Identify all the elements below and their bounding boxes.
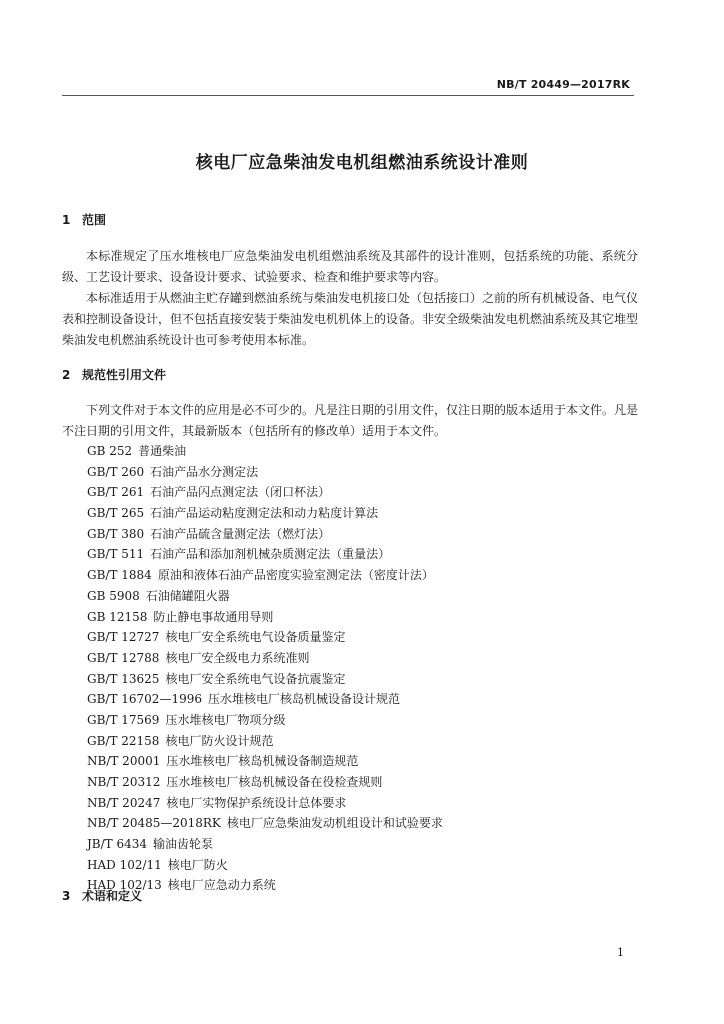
reference-code: GB/T 261: [87, 485, 145, 500]
reference-item: [87, 772, 443, 793]
reference-code: GB/T 12727: [87, 630, 160, 645]
page-number: 1: [617, 946, 624, 959]
reference-title: 核电厂防火: [167, 857, 228, 872]
reference-code: NB/T 20485—2018RK: [87, 816, 221, 831]
reference-code: GB/T 380: [87, 526, 145, 541]
reference-title: 压水堆核电厂核岛机械设备设计规范: [207, 692, 400, 707]
reference-item: [87, 813, 443, 834]
reference-code: GB/T 17569: [87, 712, 160, 727]
section-1-heading: [62, 211, 106, 228]
section-2-heading: [62, 366, 166, 383]
reference-code: NB/T 20001: [87, 754, 161, 769]
reference-code: GB/T 511: [87, 547, 145, 562]
reference-item: [87, 524, 443, 545]
reference-title: 压水堆核电厂核岛机械设备制造规范: [166, 754, 359, 769]
reference-item: [87, 669, 443, 690]
reference-item: [87, 731, 443, 752]
reference-title: 压水堆核电厂核岛机械设备在役检查规则: [166, 775, 383, 789]
reference-title: 石油产品和添加剂机械杂质测定法（重量法）: [150, 547, 391, 562]
standard-code: NB/T 20449—2017RK: [496, 78, 630, 91]
section-3-heading: [62, 887, 142, 904]
reference-title: 核电厂防火设计规范: [165, 733, 274, 748]
reference-title: 核电厂安全级电力系统准则: [165, 650, 310, 665]
reference-code: GB/T 22158: [87, 733, 160, 748]
reference-code: GB 5908: [87, 588, 140, 603]
reference-item: [87, 627, 443, 648]
reference-title: 石油产品硫含量测定法（燃灯法）: [150, 526, 331, 541]
reference-code: GB/T 1884: [87, 568, 152, 583]
reference-item: [87, 607, 443, 628]
reference-code: GB/T 12788: [87, 650, 160, 665]
reference-title: 核电厂实物保护系统设计总体要求: [166, 795, 347, 810]
section-number: 3: [62, 889, 71, 903]
reference-item: [87, 503, 443, 524]
reference-title: 防止静电事故通用导则: [153, 609, 274, 624]
section-title: 术语和定义: [82, 889, 143, 903]
section-1-paragraph-2: 本标准适用于从燃油主贮存罐到燃油系统与柴油发电机接口处（包括接口）之前的所有机械设备、电气仪表和控制设备设计，但不包括直接安装于柴油发电机机体上的设备。非安全级柴油发电机燃油系统及其它堆型柴油发电机燃油系统设计也可参考使用本标准。: [62, 291, 639, 347]
section-2-paragraph-1: 下列文件对于本文件的应用是必不可少的。凡是注日期的引用文件，仅注日期的版本适用于本文件。凡是不注日期的引用文件，其最新版本（包括所有的修改单）适用于本文件。: [62, 403, 639, 438]
reference-title: 核电厂应急动力系统: [167, 878, 276, 893]
reference-code: GB/T 265: [87, 506, 145, 521]
reference-title: 石油产品运动粘度测定法和动力粘度计算法: [150, 506, 379, 521]
reference-code: JB/T 6434: [87, 837, 148, 852]
reference-code: GB/T 13625: [87, 671, 160, 686]
normative-references-list: [87, 441, 443, 896]
reference-title: 原油和液体石油产品密度实验室测定法（密度计法）: [157, 568, 434, 583]
reference-item: [87, 855, 443, 876]
reference-item: [87, 441, 443, 462]
reference-item: [87, 648, 443, 669]
reference-item: [87, 544, 443, 565]
section-number: 2: [62, 368, 71, 382]
section-title: 规范性引用文件: [82, 368, 167, 382]
document-title: 核电厂应急柴油发电机组燃油系统设计准则: [195, 153, 529, 173]
reference-item: [87, 462, 443, 483]
section-number: 1: [62, 213, 71, 227]
reference-title: 输油齿轮泵: [153, 837, 214, 852]
reference-item: [87, 482, 443, 503]
section-1-paragraph-1: 本标准规定了压水堆核电厂应急柴油发电机组燃油系统及其部件的设计准则，包括系统的功能、系统分级、工艺设计要求、设备设计要求、试验要求、检查和维护要求等内容。: [62, 249, 638, 284]
reference-code: GB 12158: [87, 609, 148, 624]
reference-code: NB/T 20312: [87, 775, 161, 789]
reference-item: [87, 586, 443, 607]
reference-code: GB/T 16702—1996: [87, 692, 202, 707]
reference-item: [87, 834, 443, 855]
reference-title: 压水堆核电厂物项分级: [165, 712, 286, 727]
reference-code: HAD 102/13: [87, 878, 162, 893]
reference-item: [87, 689, 443, 710]
reference-title: 石油储罐阻火器: [145, 588, 230, 603]
reference-title: 核电厂安全系统电气设备质量鉴定: [165, 630, 346, 645]
reference-code: NB/T 20247: [87, 795, 161, 810]
reference-code: GB 252: [87, 444, 133, 458]
section-title: 范围: [82, 213, 107, 227]
reference-item: [87, 565, 443, 586]
reference-title: 核电厂应急柴油发动机组设计和试验要求: [226, 816, 443, 831]
reference-title: 核电厂安全系统电气设备抗震鉴定: [165, 671, 346, 686]
header-rule: [62, 95, 634, 96]
reference-code: HAD 102/11: [87, 857, 162, 872]
reference-item: [87, 793, 443, 814]
reference-title: 石油产品闪点测定法（闭口杯法）: [150, 485, 331, 500]
reference-title: 石油产品水分测定法: [150, 464, 259, 479]
reference-code: GB/T 260: [87, 464, 145, 479]
reference-title: 普通柴油: [138, 444, 187, 458]
reference-item: [87, 710, 443, 731]
reference-item: [87, 751, 443, 772]
